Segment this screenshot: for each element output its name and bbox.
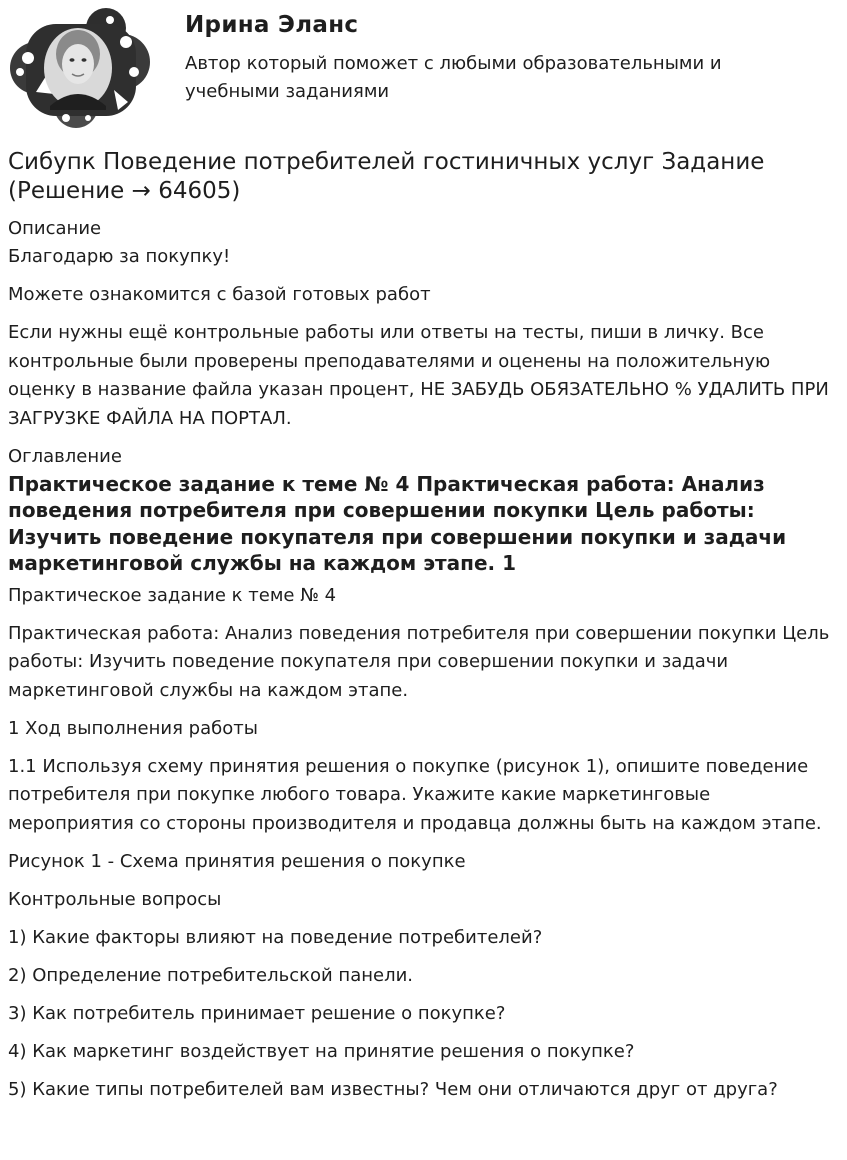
page-title: Сибупк Поведение потребителей гостиничных услуг Задание (Решение → 64605) — [8, 149, 765, 204]
question-item: 3) Как потребитель принимает решение о покупке? — [8, 1002, 506, 1024]
description-paragraph: Если нужны ещё контрольные работы или ответы на тесты, пиши в личку. Все контрольные были проверены преподавателями и оценены на положительную оценку в название файла указан процент, НЕ ЗАБУДЬ ОБЯЗАТЕЛЬНО % УДАЛИТЬ ПРИ ЗАГРУЗКЕ ФАЙЛА НА ПОРТАЛ. — [8, 322, 829, 429]
description-paragraph: Можете ознакомится с базой готовых работ — [8, 284, 431, 305]
author-avatar — [6, 6, 152, 130]
question-item: 4) Как маркетинг воздействует на принятие решения о покупке? — [8, 1040, 635, 1062]
question-item: 2) Определение потребительской панели. — [8, 964, 413, 986]
author-description: Автор который поможет с любыми образовательными и учебными заданиями — [185, 53, 722, 102]
body-paragraph: 1 Ход выполнения работы — [8, 717, 258, 739]
toc-heading: Практическое задание к теме № 4 Практическая работа: Анализ поведения потребителя при совершении покупки Цель работы: Изучить поведение покупателя при совершении покупки и задачи маркетинговой службы на каждом этапе. 1 — [8, 471, 787, 575]
toc-label: Оглавление — [8, 445, 122, 467]
question-item: 1) Какие факторы влияют на поведение потребителей? — [8, 926, 543, 948]
body-paragraph: 1.1 Используя схему принятия решения о покупке (рисунок 1), опишите поведение потребителя при покупке любого товара. Укажите какие маркетинговые мероприятия со стороны производителя и продавца должны быть на каждом этапе. — [8, 755, 822, 834]
questions-heading: Контрольные вопросы — [8, 888, 222, 910]
body-paragraph: Практическая работа: Анализ поведения потребителя при совершении покупки Цель работы: Изучить поведение покупателя при совершении покупки и задачи маркетинговой службы на каждом этапе. — [8, 622, 830, 701]
avatar-image — [6, 6, 152, 130]
author-header — [0, 0, 847, 140]
question-item: 5) Какие типы потребителей вам известны? Чем они отличаются друг от друга? — [8, 1078, 778, 1100]
description-paragraph: Благодарю за покупку! — [8, 246, 231, 267]
description-label: Описание — [8, 218, 102, 239]
figure-caption: Рисунок 1 - Схема принятия решения о покупке — [8, 850, 466, 872]
body-paragraph: Практическое задание к теме № 4 — [8, 584, 337, 606]
document-content — [8, 148, 838, 1114]
author-name[interactable]: Ирина Эланс — [185, 12, 359, 38]
